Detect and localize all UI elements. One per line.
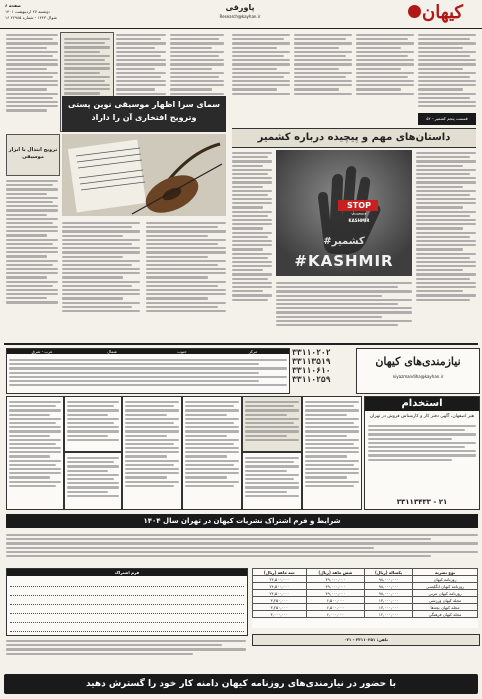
big-number-1: ۳۳۱۱۳۵۱۹ (292, 357, 331, 366)
cell: ۶,۰۰۰,۰۰۰ (306, 611, 365, 618)
cell: ۴۹,۰۰۰,۰۰۰ (306, 583, 365, 590)
classifieds-big-numbers (292, 348, 354, 392)
hire-phone: ۳۳۱۱۳۴۳۳ - ۲۱ (396, 498, 448, 506)
price-table (252, 568, 478, 618)
subscription-form-title: فرم اشتراک (7, 569, 247, 576)
phone-label-2: شمال (77, 349, 147, 354)
section-email: Research@kayhan.ir (219, 14, 261, 19)
subscription-phone: تلفن: ۳۳۱۱۰۲۵۱ - ۰۲۱ (344, 637, 388, 642)
cell: روزنامه کیهان انگلیسی (413, 583, 478, 590)
kashmir-text-top-2 (294, 32, 352, 110)
subscription-form (6, 568, 248, 636)
classifieds-ad-grid (6, 396, 360, 508)
table-row (253, 590, 478, 597)
image-kashmir-text: KASHMIR (348, 218, 370, 223)
music-article-lower-mid (62, 220, 140, 338)
classifieds-title: نیازمندی‌های کیهان (375, 355, 461, 368)
kashmir-text-top-1 (232, 32, 290, 110)
big-number-2: ۳۳۱۱۰۶۱۰ (292, 366, 331, 375)
image-stop-sub: VIOLENCE (351, 212, 367, 216)
table-row (253, 597, 478, 604)
ad-box-2 (64, 396, 122, 452)
hire-title: استخدام (365, 397, 479, 411)
cell: روزنامه کیهان عربی (413, 590, 478, 597)
kashmir-text-top-4 (418, 32, 476, 124)
hire-body: هنر اصفهان، آگهی دفتر کار و کارشناس فروش در تهران (369, 414, 475, 419)
phone-label-1: جنوب (147, 349, 217, 354)
cell: مجله کیهان ورزشی (413, 597, 478, 604)
table-row (253, 604, 478, 611)
price-table-header (253, 569, 478, 576)
big-number-0: ۳۳۱۱۰۲۰۲ (292, 348, 331, 357)
music-photo (62, 134, 226, 216)
cell: ۴۹,۰۰۰,۰۰۰ (306, 576, 365, 583)
cell: ۳,۲۵۰,۰۰۰ (253, 597, 307, 604)
cell: ۲۴,۵۰۰,۰۰۰ (253, 576, 307, 583)
cell: ۱۲,۰۰۰,۰۰۰ (365, 611, 413, 618)
kashmir-side-banner-text: قسمت پنجم کشمیر - ۵۲ (426, 116, 468, 121)
kashmir-text-left (232, 150, 272, 338)
subscription-title: شرایط و فرم اشتراک نشریات کیهان در تهران سال ۱۴۰۴ (143, 517, 341, 525)
kashmir-headline: داستان‌های مهم و پیچیده درباره کشمیر (257, 132, 451, 143)
th-type: نوع نشریه (413, 569, 478, 576)
phone-label-3: غرب - شرق (7, 349, 77, 354)
violin-sheet-music-image (62, 134, 226, 216)
image-hashtag: #KASHMIR (294, 252, 394, 270)
form-field-line[interactable] (10, 623, 244, 632)
phones-list (9, 357, 287, 391)
ad-box-8 (302, 396, 362, 510)
th-quarter: سه ماهه (ریال) (253, 569, 307, 576)
date-line: دوشنبه ۲۷ اردیبهشت ۱۴۰۱ (5, 9, 50, 14)
music-kicker-box (6, 134, 60, 176)
th-half: شش ماهه (ریال) (306, 569, 365, 576)
ad-box-1 (6, 396, 64, 510)
cell: ۲۴,۵۰۰,۰۰۰ (253, 583, 307, 590)
footer-slogan-bar (4, 674, 478, 694)
subscription-title-bar (6, 514, 478, 528)
subscription-phone-bar (252, 634, 480, 646)
cell: مجله کیهان فرهنگی (413, 611, 478, 618)
classifieds-title-box (356, 348, 480, 394)
cell: مجله کیهان بچه‌ها (413, 604, 478, 611)
logo-emblem (408, 5, 421, 18)
ad-box-4 (122, 396, 182, 510)
kashmir-text-top-3 (356, 32, 414, 110)
kashmir-side-banner (418, 113, 476, 125)
form-field-line[interactable] (10, 578, 244, 587)
footer-slogan: با حضور در نیازمندی‌های روزنامه کیهان دامنه کار خود را گسترش دهید (85, 679, 397, 689)
ad-box-6 (242, 396, 302, 452)
cell: ۹۸,۰۰۰,۰۰۰ (365, 590, 413, 597)
cell: ۲۴,۵۰۰,۰۰۰ (253, 590, 307, 597)
cell: ۴۹,۰۰۰,۰۰۰ (306, 590, 365, 597)
form-field-line[interactable] (10, 596, 244, 605)
classifieds-web: niyazmandiha@kayhan.ir (392, 374, 444, 379)
th-year: یکساله (ریال) (365, 569, 413, 576)
form-field-line[interactable] (10, 587, 244, 596)
cell: ۶,۵۰۰,۰۰۰ (306, 597, 365, 604)
table-row (253, 576, 478, 583)
music-headline-2: وترویج افتخاری آن را داراد (91, 113, 197, 122)
big-number-3: ۳۳۱۱۰۲۵۹ (292, 375, 331, 384)
phone-label-0: مرکز (217, 349, 289, 354)
kashmir-image (276, 150, 412, 276)
classifieds-phones-table (6, 348, 290, 394)
cell: ۹۸,۰۰۰,۰۰۰ (365, 576, 413, 583)
masthead (0, 0, 482, 29)
cell: ۹۸,۰۰۰,۰۰۰ (365, 583, 413, 590)
subscription-terms (6, 532, 478, 566)
section-title: پاورقی (225, 3, 255, 12)
logo-text: کیهان (422, 2, 464, 23)
page-label: صفحه ۶ (5, 3, 21, 8)
ad-box-5 (182, 396, 242, 510)
cell: ۱۳,۰۰۰,۰۰۰ (365, 597, 413, 604)
form-field-line[interactable] (10, 605, 244, 614)
hire-ad (364, 396, 480, 510)
kashmir-text-bottom (276, 280, 412, 338)
kashmir-text-right (416, 150, 476, 338)
cell: ۱۳,۰۰۰,۰۰۰ (365, 604, 413, 611)
cell: ۳,۲۵۰,۰۰۰ (253, 604, 307, 611)
music-article-text-left (6, 32, 58, 130)
section-divider (4, 343, 478, 345)
kayhan-logo (408, 2, 476, 26)
table-row (253, 611, 478, 618)
music-headline-1: سمای سرا اظهار موسیقی نوین پستی (68, 100, 220, 109)
ad-box-7 (242, 452, 302, 510)
cell: روزنامه کیهان (413, 576, 478, 583)
cell: ۶,۵۰۰,۰۰۰ (306, 604, 365, 611)
cell: ۳,۰۰۰,۰۰۰ (253, 611, 307, 618)
subscription-notes (6, 638, 246, 668)
image-hashtag-fa: #کشمیر (323, 236, 365, 247)
table-row (253, 583, 478, 590)
music-article-lower-right (146, 220, 226, 338)
image-stop-text: STOP (347, 201, 371, 210)
form-field-line[interactable] (10, 614, 244, 623)
music-article-lower-left (6, 178, 58, 338)
subscription-price-table (252, 568, 478, 628)
music-kicker: ترویج ابتذال با ابزار موسیقی (8, 147, 58, 160)
ad-box-3 (64, 452, 122, 510)
kashmir-headline-bar (232, 128, 476, 148)
music-headline-block (62, 96, 226, 132)
issue-line: ۱۶ شوال ۱۴۴۳ - شماره ۲۲۹۸۵ (5, 15, 57, 20)
